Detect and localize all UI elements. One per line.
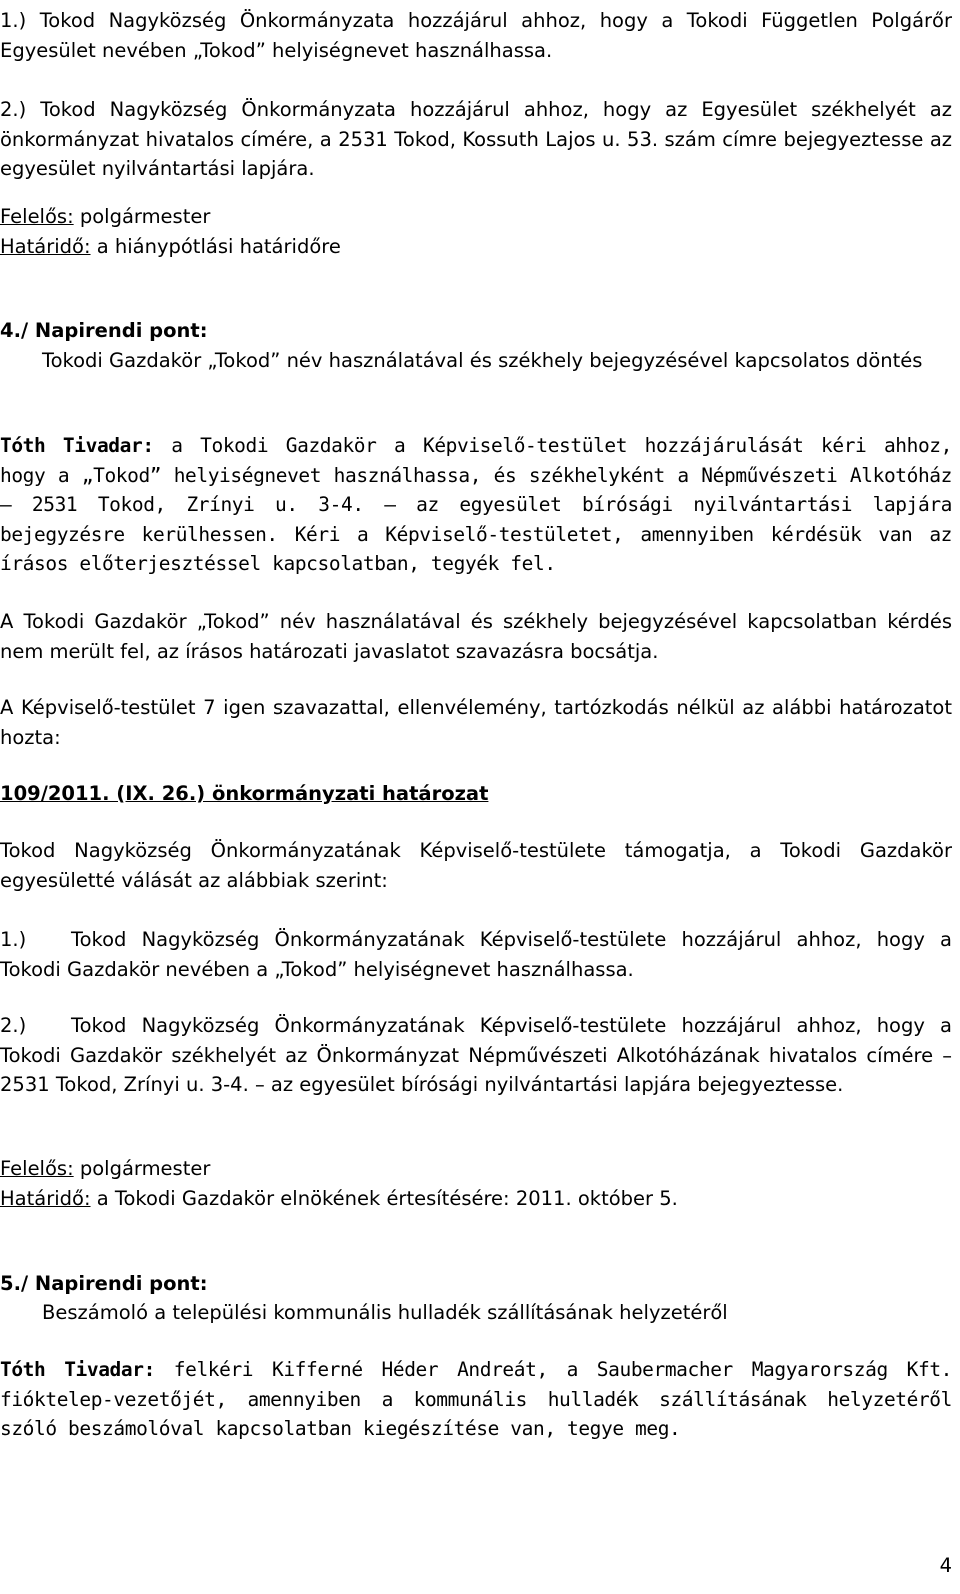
agenda-5-subject-text: Beszámoló a települési kommunális hulladék szállításának helyzetéről (42, 1301, 728, 1324)
agenda-4-responsible-value: polgármester (73, 1157, 211, 1180)
agenda-4-deadline-label: Határidő: (0, 1187, 91, 1210)
agenda-5-heading-text: 5./ Napirendi pont: (0, 1272, 208, 1295)
agenda-4-responsible-line (0, 1154, 952, 1184)
resolution-point-1-text: Tokod Nagyközség Önkormányzatának Képviselő-testülete hozzájárul ahhoz, hogy a Tokodi Gazdakör nevében a „Tokod” helyiségnevet használhassa. (0, 928, 952, 981)
resolution-item-2 (0, 95, 952, 184)
agenda-4-speaker: Tóth Tivadar: (0, 434, 154, 457)
agenda-4-subject-text: Tokodi Gazdakör „Tokod” név használatával és székhely bejegyzésével kapcsolatos döntés (42, 349, 923, 372)
agenda-5-speech-text: felkéri Kifferné Héder Andreát, a Saubermacher Magyarország Kft. fióktelep-vezetőjét, amennyiben a kommunális hulladék szállításának helyzetéről szóló beszámolóval kapcsolatban kiegészítése van, tegye meg. (0, 1358, 952, 1440)
resolution-item-2-text: 2.) Tokod Nagyközség Önkormányzata hozzájárul ahhoz, hogy az Egyesület székhelyét az önkormányzat hivatalos címére, a 2531 Tokod, Kossuth Lajos u. 53. szám címre bejegyeztesse az egyesület nyilvántartási lapjára. (0, 98, 952, 180)
agenda-5-speech (0, 1355, 952, 1444)
responsible-value: polgármester (73, 205, 211, 228)
deadline-line (0, 232, 952, 262)
agenda-4-vote-intro-text: A Tokodi Gazdakör „Tokod” név használatával és székhely bejegyzésével kapcsolatban kérdés nem merült fel, az írásos határozati javaslatot szavazásra bocsátja. (0, 610, 952, 663)
responsible-label: Felelős: (0, 205, 74, 228)
resolution-item-1-text: 1.) Tokod Nagyközség Önkormányzata hozzájárul ahhoz, hogy a Tokodi Független Polgárőr Egyesület nevében „Tokod” helyiségnevet használhassa. (0, 9, 952, 62)
resolution-point-2-text: Tokod Nagyközség Önkormányzatának Képviselő-testülete hozzájárul ahhoz, hogy a Tokodi Gazdakör székhelyét az Önkormányzat Népművészeti Alkotóházának hivatalos címére – 2531 Tokod, Zrínyi u. 3-4. – az egyesület bírósági nyilvántartási lapjára bejegyeztesse. (0, 1014, 952, 1096)
resolution-point-1-number: 1.) (0, 928, 27, 951)
resolution-intro (0, 836, 952, 895)
agenda-4-heading (0, 316, 952, 346)
agenda-5-heading (0, 1269, 952, 1299)
agenda-4-vote-result (0, 693, 952, 752)
deadline-value: a hiánypótlási határidőre (90, 235, 341, 258)
deadline-label: Határidő: (0, 235, 91, 258)
resolution-point-2-number: 2.) (0, 1014, 27, 1037)
agenda-4-speech-text: a Tokodi Gazdakör a Képviselő-testület hozzájárulását kéri ahhoz, hogy a „Tokod” helyiségnevet használhassa, és székhelyként a Népművészeti Alkotóház – 2531 Tokod, Zrínyi u. 3-4. – az egyesület bírósági nyilvántartási lapjára bejegyzésre kerülhessen. Kéri a Képviselő-testületet, amennyiben kérdésük van az írásos előterjesztéssel kapcsolatban, tegyék fel. (0, 434, 952, 575)
responsible-line (0, 202, 952, 232)
agenda-4-speech (0, 431, 952, 579)
resolution-title (0, 779, 952, 809)
page-number: 4 (939, 1554, 952, 1577)
agenda-5-subject (0, 1298, 952, 1328)
agenda-5-speaker: Tóth Tivadar: (0, 1358, 155, 1381)
agenda-4-heading-text: 4./ Napirendi pont: (0, 319, 208, 342)
agenda-4-vote-intro (0, 607, 952, 666)
agenda-4-responsible-label: Felelős: (0, 1157, 74, 1180)
agenda-4-deadline-line (0, 1184, 952, 1214)
agenda-4-deadline-value: a Tokodi Gazdakör elnökének értesítésére: 2011. október 5. (90, 1187, 678, 1210)
resolution-intro-text: Tokod Nagyközség Önkormányzatának Képviselő-testülete támogatja, a Tokodi Gazdakör egyesületté válását az alábbiak szerint: (0, 839, 952, 892)
agenda-4-vote-result-text: A Képviselő-testület 7 igen szavazattal, ellenvélemény, tartózkodás nélkül az alábbi határozatot hozta: (0, 696, 952, 749)
resolution-title-text: 109/2011. (IX. 26.) önkormányzati határozat (0, 782, 489, 805)
resolution-point-1 (0, 925, 952, 984)
resolution-item-1 (0, 6, 952, 65)
resolution-point-2 (0, 1011, 952, 1100)
agenda-4-subject (0, 346, 952, 376)
